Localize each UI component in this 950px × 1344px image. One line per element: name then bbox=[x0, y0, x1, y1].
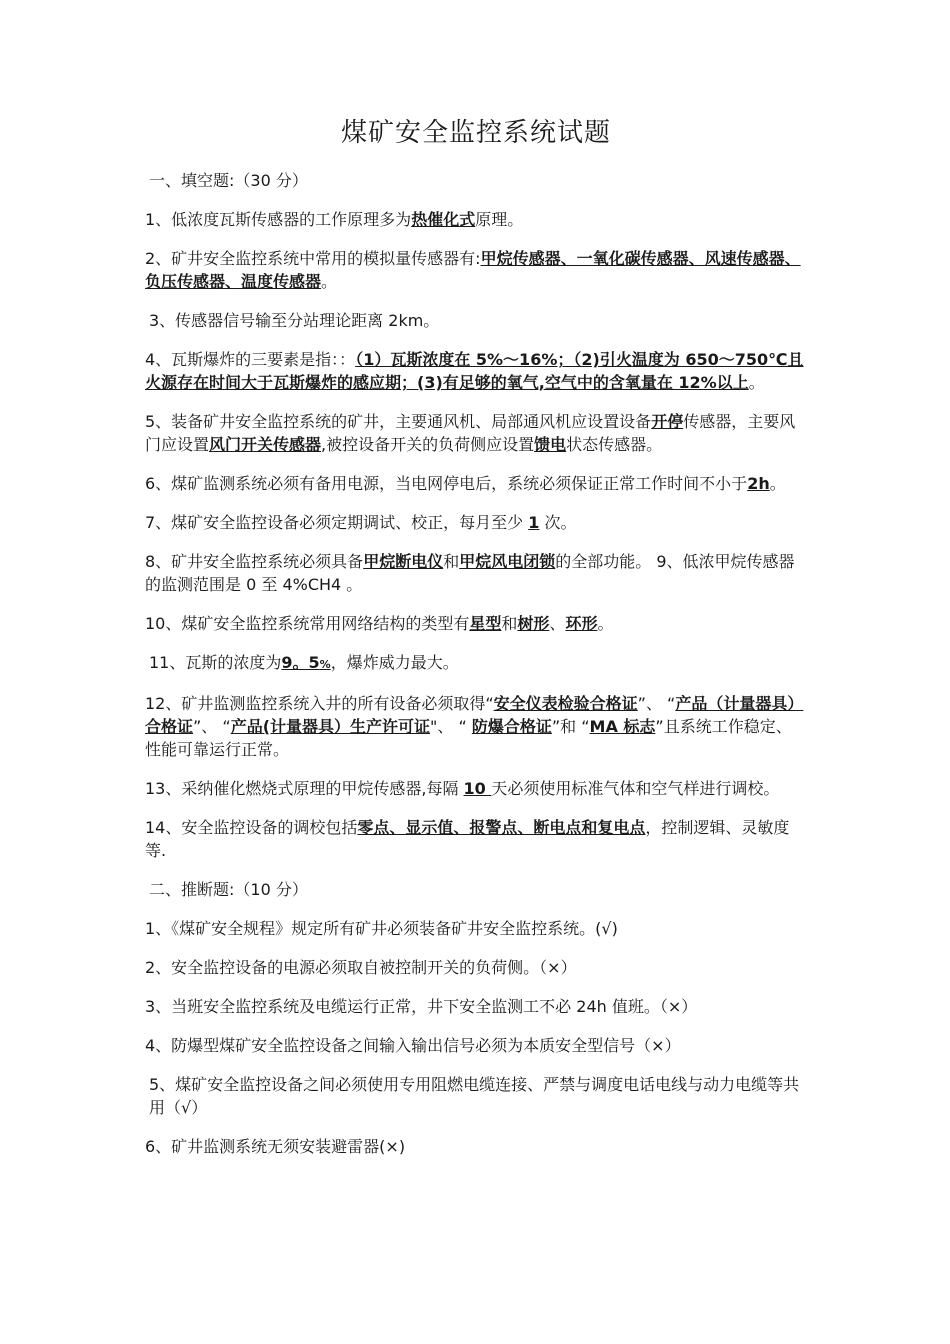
question-11 bbox=[145, 651, 807, 676]
answer: 甲烷断电仪 bbox=[363, 552, 444, 571]
judgment-6: 6、矿井监测系统无须安装避雷器(×) bbox=[145, 1137, 406, 1156]
judgment-5: 5、煤矿安全监控设备之间必须使用专用阻燃电缆连接、严禁与调度电话电线与动力电缆等共用（√） bbox=[149, 1075, 800, 1117]
question-text: 状态传感器。 bbox=[566, 435, 663, 454]
document-title: 煤矿安全监控系统试题 bbox=[340, 118, 611, 148]
answer: 产品（计量器具）合格证 bbox=[145, 694, 804, 736]
question-14 bbox=[145, 816, 807, 862]
question-text: 3、传感器信号输至分站理论距离 2km。 bbox=[149, 311, 440, 330]
question-3 bbox=[145, 309, 807, 332]
question-text: 6、煤矿监测系统必须有备用电源，当电网停电后，系统必须保证正常工作时间不小于 bbox=[145, 474, 748, 493]
question-text: 次。 bbox=[544, 513, 577, 532]
answer: 馈电 bbox=[534, 435, 567, 454]
answer-unit: % bbox=[319, 658, 331, 671]
answer: 风门开关传感器 bbox=[209, 435, 322, 454]
question-13 bbox=[145, 777, 807, 800]
answer: 防爆合格证 bbox=[471, 717, 552, 736]
question-text: ”、 “ bbox=[193, 717, 231, 736]
answer: MA 标志 bbox=[589, 717, 656, 736]
answer: 开停 bbox=[651, 412, 684, 431]
question-text: 和 bbox=[501, 614, 518, 633]
question-text: 11、瓦斯的浓度为 bbox=[149, 653, 282, 672]
answer: 环形 bbox=[565, 614, 598, 633]
question-text: 1、低浓度瓦斯传感器的工作原理多为 bbox=[145, 210, 412, 229]
question-text: ”且系统工作稳定、性能可靠运行正常。 bbox=[145, 717, 792, 759]
section-fill-in-heading: 一、填空题:（30 分） bbox=[149, 171, 308, 190]
judgment-3: 3、当班安全监控系统及电缆运行正常，井下安全监测工不必 24h 值班。（×） bbox=[145, 997, 698, 1016]
question-text: "、 “ bbox=[430, 717, 472, 736]
question-text: 。 bbox=[321, 272, 338, 291]
question-text: 10、煤矿安全监控系统常用网络结构的类型有 bbox=[145, 614, 470, 633]
question-text: 13、采纳催化燃烧式原理的甲烷传感器,每隔 bbox=[145, 779, 464, 798]
answer: 9。5 bbox=[281, 653, 320, 672]
question-text: ”和 “ bbox=[551, 717, 590, 736]
question-5 bbox=[145, 410, 807, 456]
judgment-4: 4、防爆型煤矿安全监控设备之间输入输出信号必须为本质安全型信号（×） bbox=[145, 1036, 681, 1055]
question-text: 天必须使用标准气体和空气样进行调校。 bbox=[491, 779, 780, 798]
question-text: 8、矿井安全监控系统必须具备 bbox=[145, 552, 364, 571]
question-text: 的全部功能。 9、低浓甲烷传感器的监测范围是 0 至 4%CH4 。 bbox=[145, 552, 795, 594]
question-text: 和 bbox=[443, 552, 460, 571]
question-4 bbox=[145, 348, 807, 394]
answer: 甲烷风电闭锁 bbox=[459, 552, 556, 571]
question-text: 。 bbox=[748, 373, 765, 392]
question-12 bbox=[145, 692, 807, 761]
answer: 甲烷传感器、一氧化碳传感器、风速传感器、负压传感器、温度传感器 bbox=[145, 249, 801, 291]
question-8 bbox=[145, 550, 807, 596]
answer: 树形 bbox=[517, 614, 550, 633]
question-text: ，爆炸威力最大。 bbox=[330, 653, 459, 672]
question-10 bbox=[145, 612, 807, 635]
answer: 产品(计量器具）生产许可证 bbox=[230, 717, 431, 736]
question-1 bbox=[145, 208, 807, 231]
question-text: ，控制逻辑、灵敏度等. bbox=[145, 818, 790, 860]
question-6 bbox=[145, 472, 807, 495]
answer: 零点、显示值、报警点、断电点和复电点 bbox=[357, 818, 646, 837]
answer: 星型 bbox=[469, 614, 502, 633]
question-text: 。 bbox=[597, 614, 614, 633]
answer: 安全仪表检验合格证 bbox=[493, 694, 638, 713]
judgment-2: 2、安全监控设备的电源必须取自被控制开关的负荷侧。（×） bbox=[145, 958, 577, 977]
judgment-1: 1、《煤矿安全规程》规定所有矿井必须装备矿井安全监控系统。(√) bbox=[145, 919, 618, 938]
question-text: 7、煤矿安全监控设备必须定期调试、校正，每月至少 bbox=[145, 513, 524, 532]
question-text: 原理。 bbox=[475, 210, 524, 229]
question-2 bbox=[145, 247, 807, 293]
answer: 1 bbox=[528, 513, 540, 532]
question-text: 传感器，主要风门应设置 bbox=[145, 412, 796, 454]
answer: 10 bbox=[463, 779, 492, 798]
question-text: 、 bbox=[549, 614, 566, 633]
answer: 热催化式 bbox=[411, 210, 476, 229]
answer: 2h bbox=[747, 474, 770, 493]
question-text: ”、 “ bbox=[637, 694, 676, 713]
question-text: 4、瓦斯爆炸的三要素是指：： bbox=[145, 350, 356, 369]
document-page bbox=[145, 112, 807, 1174]
answer: （1）瓦斯浓度在 5%～16%；（2)引火温度为 650～750℃且火源存在时间大于瓦斯爆炸的感应期；(3)有足够的氧气,空气中的含氧量在 12%以上 bbox=[145, 350, 804, 392]
question-text: 12、矿井监测监控系统入井的所有设备必须取得“ bbox=[145, 694, 494, 713]
question-text: 2、矿井安全监控系统中常用的模拟量传感器有: bbox=[145, 249, 481, 268]
question-text: ,被控设备开关的负荷侧应设置 bbox=[321, 435, 535, 454]
question-7 bbox=[145, 511, 807, 534]
section-judgment-heading: 二、推断题:（10 分） bbox=[149, 880, 308, 899]
question-text: 14、安全监控设备的调校包括 bbox=[145, 818, 358, 837]
question-text: 。 bbox=[769, 474, 786, 493]
question-text: 5、装备矿井安全监控系统的矿井，主要通风机、局部通风机应设置设备 bbox=[145, 412, 652, 431]
